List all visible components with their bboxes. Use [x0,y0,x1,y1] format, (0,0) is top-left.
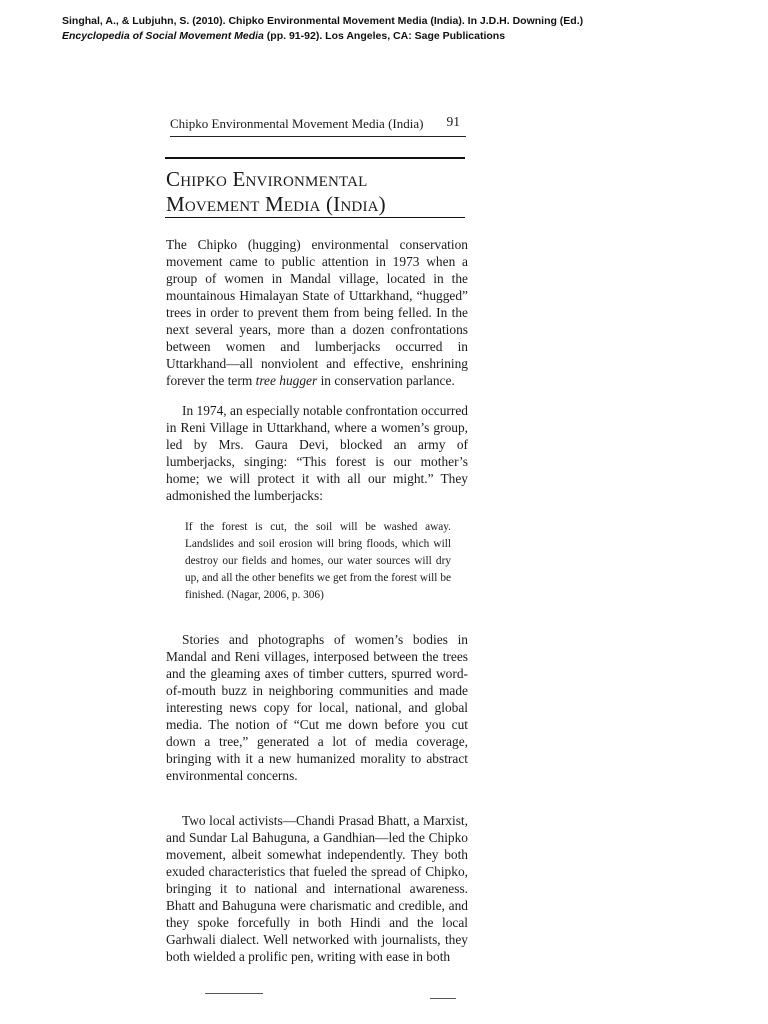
paragraph-2-text: In 1974, an especially notable confrontation occurred in Reni Village in Uttarkhand, where a women’s group, led by Mrs. Gaura Devi, blocked an army of lumberjacks, singing: “This forest is our mother’s home; we will protect it with all our might.” They admonished the lumberjacks: [166,403,468,503]
citation-header [62,14,742,44]
citation-line-2 [62,29,742,44]
paragraph-1-text-end: in conservation parlance. [317,373,455,388]
paragraph-4-text: Two local activists—Chandi Prasad Bhatt, a Marxist, and Sundar Lal Bahuguna, a Gandhian—led the Chipko movement, albeit somewhat independently. They both exuded characteristics that fueled the spread of Chipko, bringing it to national and international awareness. Bhatt and Bahuguna were charismatic and credible, and they spoke forcefully in both Hindi and the local Garhwali dialect. Well networked with journalists, they both wielded a prolific pen, writing with ease in both [166,813,468,964]
article-title-line-1: Chipko Environmental [166,167,368,191]
block-quote: If the forest is cut, the soil will be washed away. Landslides and soil erosion will bring floods, which will destroy our fields and homes, our water sources will dry up, and all the other benefits we get from the forest will be finished. (Nagar, 2006, p. 306) [185,521,451,601]
title-rule-top [165,157,465,159]
paragraph-2 [166,402,468,504]
running-head-title: Chipko Environmental Movement Media (India) [170,116,424,131]
paragraph-3-text: Stories and photographs of women’s bodies in Mandal and Reni villages, interposed between the trees and the gleaming axes of timber cutters, spurred word-of-mouth buzz in neighboring communities and made interesting news copy for local, national, and global media. The notion of “Cut me down before you cut down a tree,” generated a lot of media coverage, bringing with it a new humanized morality to abstract environmental concerns. [166,632,468,783]
paragraph-1-text: The Chipko (hugging) environmental conservation movement came to public attention in 1973 when a group of women in Mandal village, located in the mountainous Himalayan State of Uttarkhand, “hugged” trees in order to prevent them from being felled. In the next several years, more than a dozen confrontations between women and lumberjacks occurred in Uttarkhand—all nonviolent and effective, enshrining forever the term [166,237,468,388]
paragraph-1 [166,236,468,389]
footer-rule-right [430,998,456,999]
citation-line-1: Singhal, A., & Lubjuhn, S. (2010). Chipko Environmental Movement Media (India). In J.D.H. Downing (Ed.) [62,15,584,27]
citation-book-title: Encyclopedia of Social Movement Media [62,30,264,42]
running-head [170,114,466,137]
citation-pages-publisher: (pp. 91-92). Los Angeles, CA: Sage Publications [263,30,506,42]
article-title-line-2: Movement Media (India) [166,192,386,216]
paragraph-4 [166,812,468,965]
article-title [166,167,466,217]
footer-rule-left [205,993,263,994]
paragraph-3 [166,631,468,784]
paragraph-1-italic-term: tree hugger [255,373,318,388]
page-number: 91 [446,114,460,129]
title-rule-bottom [165,217,465,218]
